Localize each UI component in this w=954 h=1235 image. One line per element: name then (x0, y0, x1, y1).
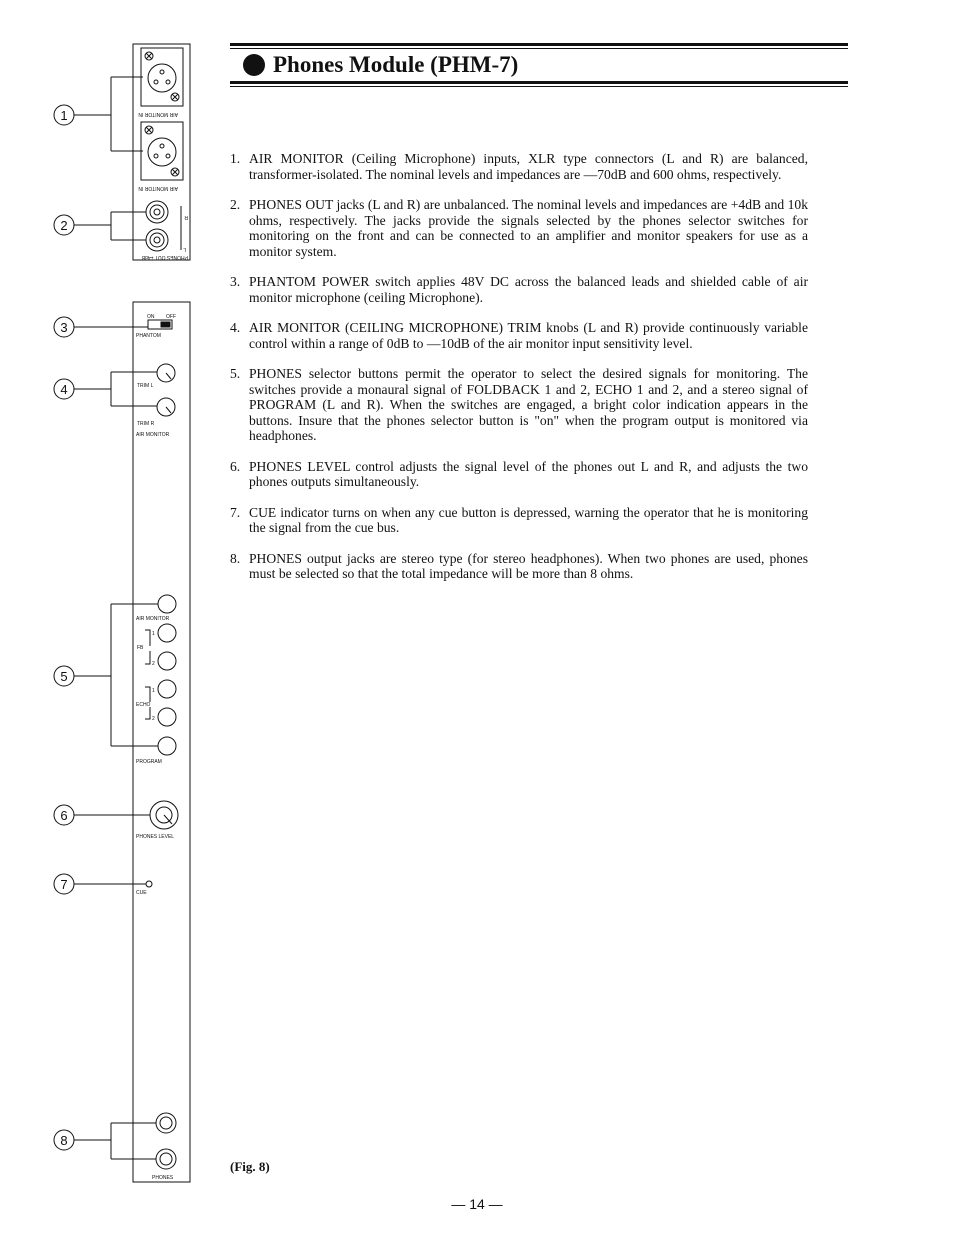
label-program: PROGRAM (136, 759, 162, 765)
callout-1-label: 1 (60, 108, 68, 123)
list-item (230, 274, 808, 305)
rear-label-air-monitor-r: AIR MONITOR IN (138, 185, 178, 191)
rear-label-phones-out: PHONES OUT +4dB (141, 254, 188, 260)
callout-7-label: 7 (60, 877, 68, 892)
program-button (158, 737, 176, 755)
list-item (230, 197, 808, 259)
fb1-button (158, 624, 176, 642)
label-fb: FB (137, 645, 144, 651)
rear-label-air-monitor-l: AIR MONITOR IN (138, 111, 178, 117)
label-fb-2: 2 (152, 661, 155, 667)
header-rule-bottom-thin (230, 86, 848, 87)
item-text: CUE indicator turns on when any cue button is depressed, warning the operator that he is monitoring the signal from the cue bus. (249, 504, 808, 535)
description-list (230, 151, 808, 582)
trim-l-knob-icon (157, 364, 175, 382)
item-text: AIR MONITOR (CEILING MICROPHONE) TRIM knobs (L and R) provide continuously variable control within a range of 0dB to —10dB of the air monitor input sensitivity level. (249, 320, 808, 351)
callout-6-label: 6 (60, 808, 68, 823)
callout-4-label: 4 (60, 382, 68, 397)
rear-label-r: R (184, 214, 188, 220)
label-echo-1: 1 (152, 688, 155, 694)
header-rule-top-thin (230, 48, 848, 49)
callout-2-label: 2 (60, 218, 68, 233)
phones-level-knob-icon (150, 801, 178, 829)
header-rule-top (230, 43, 848, 46)
label-phantom: PHANTOM (136, 333, 161, 339)
item-text: PHONES OUT jacks (L and R) are unbalanced. The nominal levels and impedances are +4dB and 10k ohms, respectively. The jacks provide the signals selected by the phones selector switches for monitoring on the front and can be connected to an amplifier and monitor speakers for use as a monitor system. (249, 197, 808, 259)
xlr-connector-right-icon (141, 122, 183, 180)
item-text: PHONES selector buttons permit the operator to select the desired signals for monitoring. The switches provide a monaural signal of FOLDBACK 1 and 2, ECHO 1 and 2, and a stereo signal of PROGRAM (L and R). When the switches are engaged, a bright color indication appears in the buttons. Insure that the phones selector button is "on" when the program output is monitored via headphones. (249, 366, 808, 443)
phones-jacks-icon (156, 1113, 176, 1169)
label-air-monitor-button: AIR MONITOR (136, 616, 170, 622)
echo1-button (158, 680, 176, 698)
label-echo-2: 2 (152, 716, 155, 722)
item-number: 2. (230, 197, 241, 212)
label-echo: ECHO (136, 702, 151, 708)
list-item (230, 459, 808, 490)
item-text: PHONES LEVEL control adjusts the signal level of the phones out L and R, and adjusts the two phones outputs simultaneously. (249, 458, 808, 489)
xlr-connector-left-icon (141, 48, 183, 106)
item-number: 6. (230, 458, 241, 474)
header-rule-bottom (230, 81, 848, 84)
callout-8-label: 8 (60, 1133, 68, 1148)
rear-label-l: L (183, 246, 186, 252)
item-number: 8. (230, 550, 241, 566)
cue-indicator-icon (146, 881, 152, 887)
trim-r-knob-icon (157, 398, 175, 416)
page-title-text: Phones Module (PHM-7) (273, 52, 519, 77)
page-number: — 14 — (451, 1196, 503, 1212)
item-text: PHONES output jacks are stereo type (for stereo headphones). When two phones are used, phones must be selected so that the total impedance will be more than 8 ohms. (249, 550, 808, 581)
item-number: 5. (230, 366, 241, 381)
bullet-icon (243, 54, 265, 76)
label-phones-level: PHONES LEVEL (136, 834, 175, 840)
air-monitor-button (158, 595, 176, 613)
item-number: 7. (230, 504, 241, 520)
item-number: 1. (230, 151, 241, 166)
echo2-button (158, 708, 176, 726)
label-trim-l: TRIM L (137, 383, 154, 389)
list-item (230, 551, 808, 582)
module-panel-diagram (0, 0, 220, 1235)
list-item (230, 151, 808, 182)
list-item (230, 366, 808, 444)
item-number: 3. (230, 274, 241, 289)
callout-3-label: 3 (60, 320, 68, 335)
label-phones: PHONES (152, 1175, 174, 1181)
page-title (243, 52, 518, 78)
list-item (230, 505, 808, 536)
callout-5-label: 5 (60, 669, 68, 684)
fb2-button (158, 652, 176, 670)
phantom-switch-lever (161, 322, 170, 327)
list-item (230, 320, 808, 351)
figure-caption: (Fig. 8) (230, 1159, 270, 1174)
item-text: AIR MONITOR (Ceiling Microphone) inputs, XLR type connectors (L and R) are balanced, transformer-isolated. The nominal levels and impedances are —70dB and 600 ohms, respectively. (249, 151, 808, 182)
item-number: 4. (230, 320, 241, 335)
label-fb-1: 1 (152, 631, 155, 637)
label-on: ON (147, 314, 155, 320)
phones-out-jacks-icon (146, 201, 181, 251)
label-trim-r: TRIM R (137, 421, 155, 427)
label-air-monitor-sub: AIR MONITOR (136, 432, 170, 438)
label-off: OFF (166, 314, 176, 320)
label-cue: CUE (136, 890, 147, 896)
item-text: PHANTOM POWER switch applies 48V DC across the balanced leads and shielded cable of air monitor microphone (ceiling Microphone). (249, 274, 808, 305)
